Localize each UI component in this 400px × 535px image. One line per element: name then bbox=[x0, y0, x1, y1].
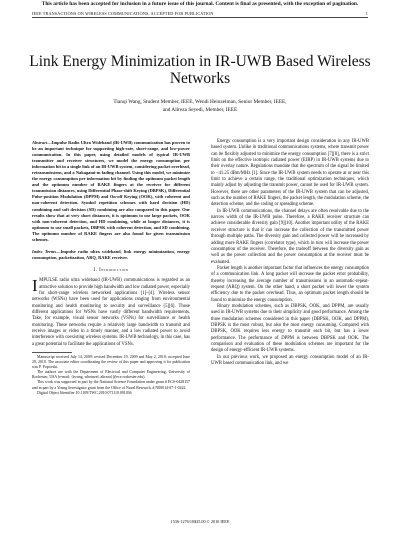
intro-text: radio ultra wideband (IR-UWB) communications is regarded as an attractive solution to provide high bandwidth and low radiated power, especially for short-range wireless networked applications [1]–[4]. Wireless sensor networks (WSNs) have been used for applications ranging from environmental monitoring and health monitoring to security and surveillance [5][6]. Those different applications for WSNs have vastly different bandwidth requirements. Take, for example, visual sensor networks (VSNs) for surveillance or health monitoring. These networks require a relatively large bandwidth to transmit and receive images or video in a timely manner, and a low radiated power to avoid interference with coexisting wireless systems. IR-UWB technology, in this case, has a great potential to facilitate the applications of VSNs. bbox=[32, 278, 190, 347]
footnote-affiliation: The authors are with the Department of Electrical and Computer Engineering, University of Rochester, USA (e-mail: {twang, wheinzel, alireza}@ece.rochester.edu). bbox=[32, 370, 190, 380]
header-rule bbox=[32, 17, 368, 18]
author-block bbox=[0, 99, 400, 114]
index-terms-label: Index Terms bbox=[32, 248, 57, 254]
footnote-funding: This work was supported in part by the National Science Foundation under grant # ECS-0428157 and in part by a Young Investigator grant from the Office of Naval Research, # N00014-07-1-0422. bbox=[32, 380, 190, 390]
abstract-text: —Impulse Radio Ultra Wideband (IR-UWB) communication has proven to be an important technique for supporting high-rate, short-range, and low-power communication. In this paper, using detailed models of typical IR-UWB transmitter and receiver structures, we model the energy consumption per information bit in a single link of an IR-UWB system, considering packet overhead, retransmissions, and a Nakagami-m fading channel. Using this model, we minimize the energy consumption per information bit by finding the optimum packet length and the optimum number of RAKE fingers at the receiver for different transmission distances, using Differential Phase-shift Keying (DBPSK), Differential Pulse-position Modulation (DPPM) and On-off Keying (OOK), with coherent and non-coherent detection. Symbol repetition schemes with hard decision (HD) combining and soft decision (SD) combining are also compared in this paper. Our results show that at very short distances, it is optimum to use large packets, OOK with non-coherent detection, and HD combining, while at longer distances, it is optimum to use small packets, DBPSK with coherent detection, and SD combining. The optimum number of RAKE fingers are also found for given transmission schemes. bbox=[32, 140, 190, 242]
acceptance-notice: This article has been accepted for inclusion in a future issue of this journal. Content is final as presented, with the exception of pagination. bbox=[41, 1, 359, 7]
abstract bbox=[32, 140, 190, 243]
body-paragraph-packet: Packet length is another important factor that influences the energy consumption of a communication link. A long packet will increase the packet error probability, thereby increasing the average number of transmissions in an automatic-repeat-request (ARQ) system. On the other hand, a short packet will lower the system efficiency due to the packet overhead. Thus, an optimum packet length should be found to minimize the energy consumption. bbox=[211, 265, 369, 303]
right-column bbox=[211, 139, 369, 367]
body-paragraph-energy: Energy consumption is a very important design consideration in any IR-UWB based system. Unlike in traditional communications systems, where transmit power can be flexibly adjusted to minimize the energy consumption [7][8], there is a strict limit on the effective isotropic radiated power (EIRP) in IR-UWB systems due to their overlay nature. Regulations mandate that the spectrum of the signal be limited to −41.25 dBm/MHz [1]. Since the IR-UWB system needs to operate at or near this limit to achieve a certain range, the traditional optimization techniques, which mainly adjust by adjusting the transmit power, cannot be used for IR-UWB system. However, there are other parameters of the IR-UWB system that can be adjusted, such as the number of RAKE fingers, the packet length, the modulation scheme, the detection scheme, and the coding or spreading scheme. bbox=[211, 139, 369, 208]
paper-title: Link Energy Minimization in IR-UWB Based Wireless Networks bbox=[29, 53, 371, 87]
page-number: 1 bbox=[365, 11, 368, 16]
body-paragraph-previous-work: In our previous work, we proposed an energy consumption model of an IR-UWB based communication link, and we bbox=[211, 354, 369, 367]
drop-cap: I bbox=[32, 276, 38, 296]
body-paragraph-rake: In IR-UWB communications, the channel delays are often resolvable due to the narrow width of the IR-UWB pulse. Therefore, a RAKE receiver structure can achieve considerable diversity gain [9][10]. Another important utility of the RAKE receiver structure is that it can increase the collection of the transmitted power through multiple paths. The diversity gain and collected power will be increased by adding more RAKE fingers (correlator type), which in turn will increase the power consumption of the receiver. Therefore, the tradeoff between the diversity gain as well as the power collection and the power consumption at the receiver must be evaluated. bbox=[211, 208, 369, 265]
footnote-rule bbox=[32, 352, 72, 353]
footnote-manuscript: Manuscript received July 14, 2009; revised December 19, 2009 and May 2, 2010; accepted June 29, 2010. The associate editor coordinating the review of this paper and approving it for publication was P. Popovski. bbox=[32, 355, 190, 370]
body-paragraph-modulation: Binary modulation schemes, such as DBPSK, OOK, and DPPM, are usually used in IR-UWB systems due to their simplicity and good performance. Among the three modulation schemes considered in this paper (DBPSK, OOK, and DPPM), DBPSK is the most robust, but also the most energy consuming. Compared with DBPSK, OOK requires less energy to transmit each bit, but has a lower performance. The performance of DPPM is between DBPSK and OOK. The comparison and evaluation of these modulation schemes are important for the design of energy-efficient IR-UWB systems. bbox=[211, 303, 369, 354]
index-terms-text: —Impulse radio ultra wideband, link energy minimization, energy consumption, packetization, ARQ, RAKE receiver. bbox=[32, 248, 190, 260]
journal-name: IEEE TRANSACTIONS ON WIRELESS COMMUNICATIONS, ACCEPTED FOR PUBLICATION bbox=[32, 11, 214, 16]
footnote-doi: Digital Object Identifier 10.1109/TWC.2010.071110.091036 bbox=[37, 390, 132, 395]
authors-line-2: and Alireza Seyedi, Member, IEEE bbox=[162, 106, 238, 113]
running-header bbox=[32, 11, 368, 16]
section-heading: I. Introduction bbox=[93, 267, 129, 273]
intro-paragraph bbox=[32, 278, 190, 348]
authors-line-1: Tianqi Wang, Student Member, IEEE, Wendi Heinzelman, Senior Member, IEEE, bbox=[113, 99, 287, 105]
copyright-code: 1536-1276/10$25.00 © 2010 IEEE bbox=[170, 519, 230, 524]
index-terms bbox=[32, 249, 190, 261]
abstract-label: Abstract bbox=[32, 140, 48, 145]
intro-first-word: MPULSE bbox=[39, 278, 58, 284]
left-column bbox=[32, 140, 190, 396]
